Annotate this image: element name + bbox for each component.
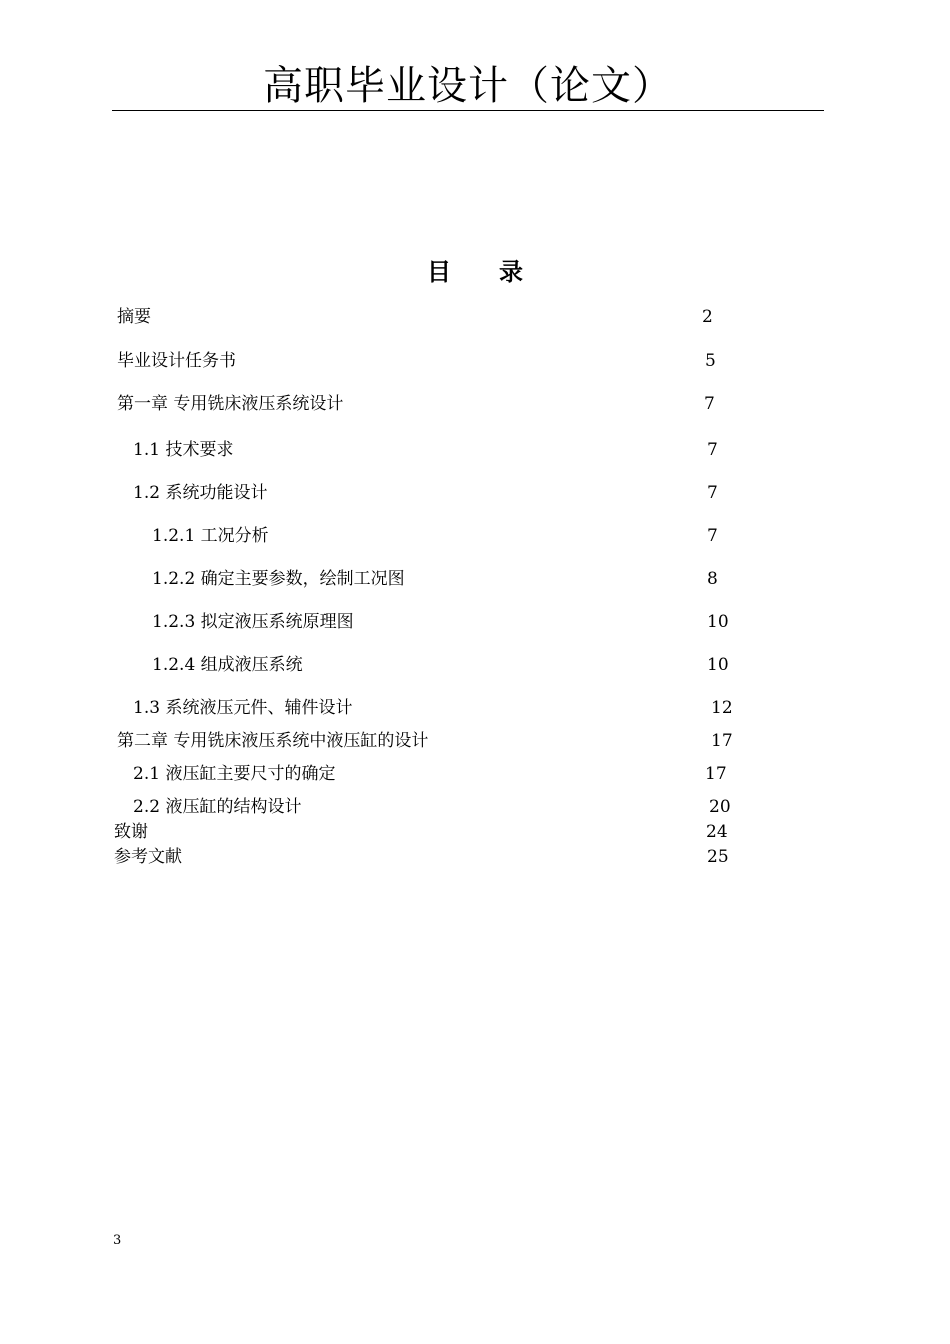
toc-entry-page: 17 bbox=[705, 764, 727, 784]
toc-entry-page: 5 bbox=[705, 351, 716, 371]
toc-entry-label: 2.2 液压缸的结构设计 bbox=[133, 797, 302, 817]
toc-entry-page: 10 bbox=[707, 655, 729, 675]
toc-entry[interactable] bbox=[0, 696, 950, 720]
toc-entry[interactable] bbox=[0, 567, 950, 591]
toc-entry-label: 1.2.3 拟定液压系统原理图 bbox=[152, 612, 354, 632]
toc-entry-page: 17 bbox=[711, 731, 733, 751]
toc-entry[interactable] bbox=[0, 820, 950, 844]
toc-entry-label: 参考文献 bbox=[114, 847, 182, 867]
toc-entry[interactable] bbox=[0, 610, 950, 634]
toc-entry-page: 7 bbox=[707, 440, 718, 460]
page-number: 3 bbox=[113, 1233, 122, 1248]
toc-entry-page: 25 bbox=[707, 847, 729, 867]
toc-entry[interactable] bbox=[0, 653, 950, 677]
toc-entry[interactable] bbox=[0, 795, 950, 819]
toc-entry[interactable] bbox=[0, 349, 950, 373]
toc-entry-page: 20 bbox=[709, 797, 731, 817]
toc-entry[interactable] bbox=[0, 845, 950, 869]
toc-entry-page: 7 bbox=[707, 483, 718, 503]
toc-heading-left: 目 bbox=[427, 257, 451, 286]
toc-entry-page: 10 bbox=[707, 612, 729, 632]
toc-heading-right: 录 bbox=[499, 257, 523, 286]
toc-entry-label: 第一章 专用铣床液压系统设计 bbox=[117, 394, 344, 414]
toc-entry-label: 2.1 液压缸主要尺寸的确定 bbox=[133, 764, 336, 784]
toc-entry-label: 1.3 系统液压元件、辅件设计 bbox=[133, 698, 353, 718]
toc-entry-label: 1.2.1 工况分析 bbox=[152, 526, 269, 546]
toc-entry[interactable] bbox=[0, 524, 950, 548]
toc-entry[interactable] bbox=[0, 729, 950, 753]
toc-entry-page: 2 bbox=[702, 307, 713, 327]
toc-entry[interactable] bbox=[0, 481, 950, 505]
toc-entry-page: 7 bbox=[707, 526, 718, 546]
toc-entry-label: 1.2.2 确定主要参数，绘制工况图 bbox=[152, 569, 405, 589]
toc-entry[interactable] bbox=[0, 392, 950, 416]
toc-entry-label: 毕业设计任务书 bbox=[117, 351, 236, 371]
toc-entry-label: 1.2 系统功能设计 bbox=[133, 483, 268, 503]
toc-heading bbox=[0, 256, 950, 288]
toc-entry[interactable] bbox=[0, 438, 950, 462]
toc-entry[interactable] bbox=[0, 305, 950, 329]
toc-entry-page: 7 bbox=[704, 394, 715, 414]
header-divider bbox=[112, 110, 824, 111]
toc-entry[interactable] bbox=[0, 762, 950, 786]
toc-entry-label: 摘要 bbox=[117, 307, 151, 327]
toc-entry-page: 8 bbox=[707, 569, 718, 589]
toc-entry-label: 1.2.4 组成液压系统 bbox=[152, 655, 303, 675]
toc-entry-label: 1.1 技术要求 bbox=[133, 440, 234, 460]
toc-entry-page: 12 bbox=[711, 698, 733, 718]
toc-entry-page: 24 bbox=[706, 822, 728, 842]
document-header-title: 高职毕业设计（论文） bbox=[263, 63, 673, 109]
toc-entry-label: 第二章 专用铣床液压系统中液压缸的设计 bbox=[117, 731, 429, 751]
toc-entry-label: 致谢 bbox=[114, 822, 148, 842]
